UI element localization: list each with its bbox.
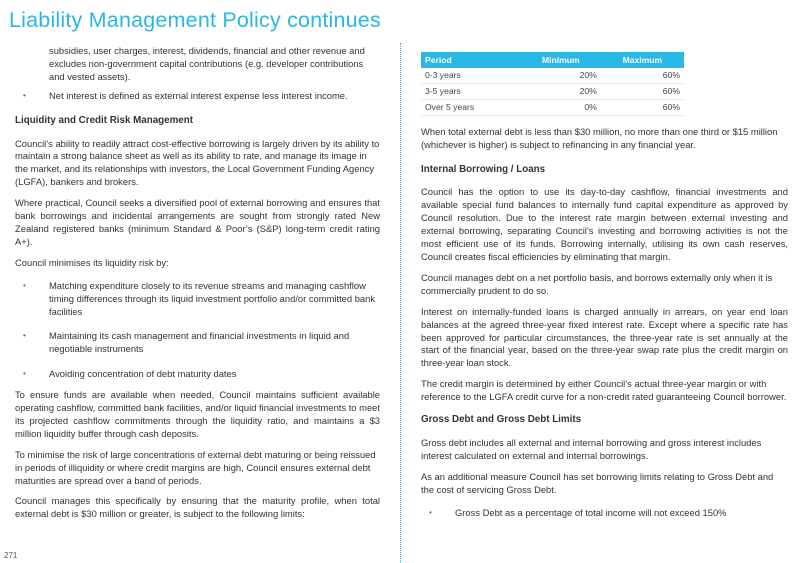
column-divider (400, 43, 402, 563)
refinancing-para: When total external debt is less than $30 million, no more than one third or $15 million (whichever is higher) is subject to refinancing in any financial year. (421, 125, 778, 150)
table-header-minimum: Minimum (521, 52, 601, 68)
table-cell-period: 0-3 years (421, 68, 521, 83)
net-interest-bullet: • Net interest is defined as external interest expense less interest income. (23, 89, 348, 101)
table-cell-maximum: 60% (601, 83, 684, 99)
internal-borrowing-heading: Internal Borrowing / Loans (421, 163, 546, 175)
liquidity-bullet-3: • Avoiding concentration of debt maturity dates (23, 368, 237, 380)
table-row (421, 68, 684, 83)
table-cell-minimum: 0% (521, 99, 601, 115)
bullet-icon: • (429, 507, 432, 517)
table-header-maximum: Maximum (601, 52, 684, 68)
table-cell-period: Over 5 years (421, 99, 521, 115)
table-row (421, 99, 684, 115)
gross-debt-bullet: • Gross Debt as a percentage of total income will not exceed 150% (429, 506, 727, 518)
internal-para-4: The credit margin is determined by either Council’s actual three-year margin or with reference to the LGFA credit curve for a non-credit rated guaranteeing Council borrower. (421, 378, 787, 403)
liquidity-para-2: Where practical, Council seeks a diversified pool of external borrowing and ensures that bank borrowings and incidental arrangements are sought from strongly rated New Zealand registered banks (minimum Standard & Poor’s (S&P) long-term credit rating A+). (15, 197, 380, 247)
table-cell-maximum: 60% (601, 68, 684, 83)
intro-continuation: subsidies, user charges, interest, dividends, financial and other revenue and excludes non-government capital contributions (e.g. developer contributions and vested assets). (49, 45, 365, 82)
liquidity-para-5: To minimise the risk of large concentrations of external debt maturing or being reissued in periods of illiquidity or where credit margins are high, Council ensures external debt maturities are spread over a band of periods. (15, 448, 376, 486)
internal-para-2: Council manages debt on a net portfolio basis, and borrows externally only when it is commercially prudent to do so. (421, 271, 773, 296)
gross-debt-heading: Gross Debt and Gross Debt Limits (421, 414, 582, 426)
gross-para-1: Gross debt includes all external and internal borrowing and gross interest includes interest calculated on external and internal borrowings. (421, 436, 762, 461)
liquidity-heading: Liquidity and Credit Risk Management (15, 114, 193, 126)
bullet-icon: • (23, 280, 26, 290)
bullet-icon: • (23, 369, 26, 379)
page-number: 271 (4, 551, 18, 560)
right-column (421, 52, 788, 519)
liquidity-para-4: To ensure funds are available when needed, Council maintains sufficient available operating cashflow, committed bank facilities, and/or liquid financial investments to meet its projected cashflow commitments through the liquidity ratio, and maintains a $3 million liquidity buffer through cash deposits. (15, 389, 380, 439)
left-column (15, 45, 380, 521)
internal-para-3: Interest on internally-funded loans is charged annually in arrears, on year end loan balances at the agreed three-year fixed interest rate. Except where a specific rate has been approved for particular circumstances, the three-year rate is set annually at the start of the financial year, based on the three-year swap rate plus the credit margin on three-year loan stock. (421, 305, 788, 369)
bullet-icon: • (23, 90, 26, 100)
bullet-icon: • (23, 331, 26, 341)
table-cell-minimum: 20% (521, 83, 601, 99)
liquidity-bullet-1: • Matching expenditure closely to its revenue streams and managing cashflow timing differences through its liquid investment portfolio and/or committed bank facilities (23, 279, 376, 317)
table-row (421, 83, 684, 99)
liquidity-para-1: Council’s ability to readily attract cost-effective borrowing is largely driven by its ability to maintain a strong balance sheet as well as its ability to rate, and manage its image in the market, and its relationships with investors, the Local Government Funding Agency (LGFA), bankers and brokers. (15, 137, 380, 188)
table-cell-period: 3-5 years (421, 83, 521, 99)
liquidity-para-3: Council minimises its liquidity risk by: (15, 256, 169, 268)
internal-para-1: Council has the option to use its day-to-day cashflow, financial investments and available special fund balances to internally fund capital expenditure as approved by Council resolution. Due to the interest rate margin between external investing and external borrowing, separating Council’s investing and borrowing activities is not the most efficient use of its funds. Borrowing internally, utilising its own cash reserves, Council creates fiscal efficiencies by eliminating that margin. (421, 186, 788, 262)
liquidity-bullet-2: • Maintaining its cash management and financial investments in liquid and negotiable instruments (23, 330, 350, 355)
table-cell-maximum: 60% (601, 99, 684, 115)
table-header-row (421, 52, 684, 68)
gross-para-2: As an additional measure Council has set borrowing limits relating to Gross Debt and the cost of servicing Gross Debt. (421, 470, 774, 495)
maturity-limits-table (421, 52, 684, 116)
table-header-period: Period (421, 52, 521, 68)
table-cell-minimum: 20% (521, 68, 601, 83)
liquidity-para-6: Council manages this specifically by ensuring that the maturity profile, when total external debt is $30 million or greater, is subject to the following limits: (15, 495, 380, 520)
page-title: Liability Management Policy continues (9, 8, 381, 32)
